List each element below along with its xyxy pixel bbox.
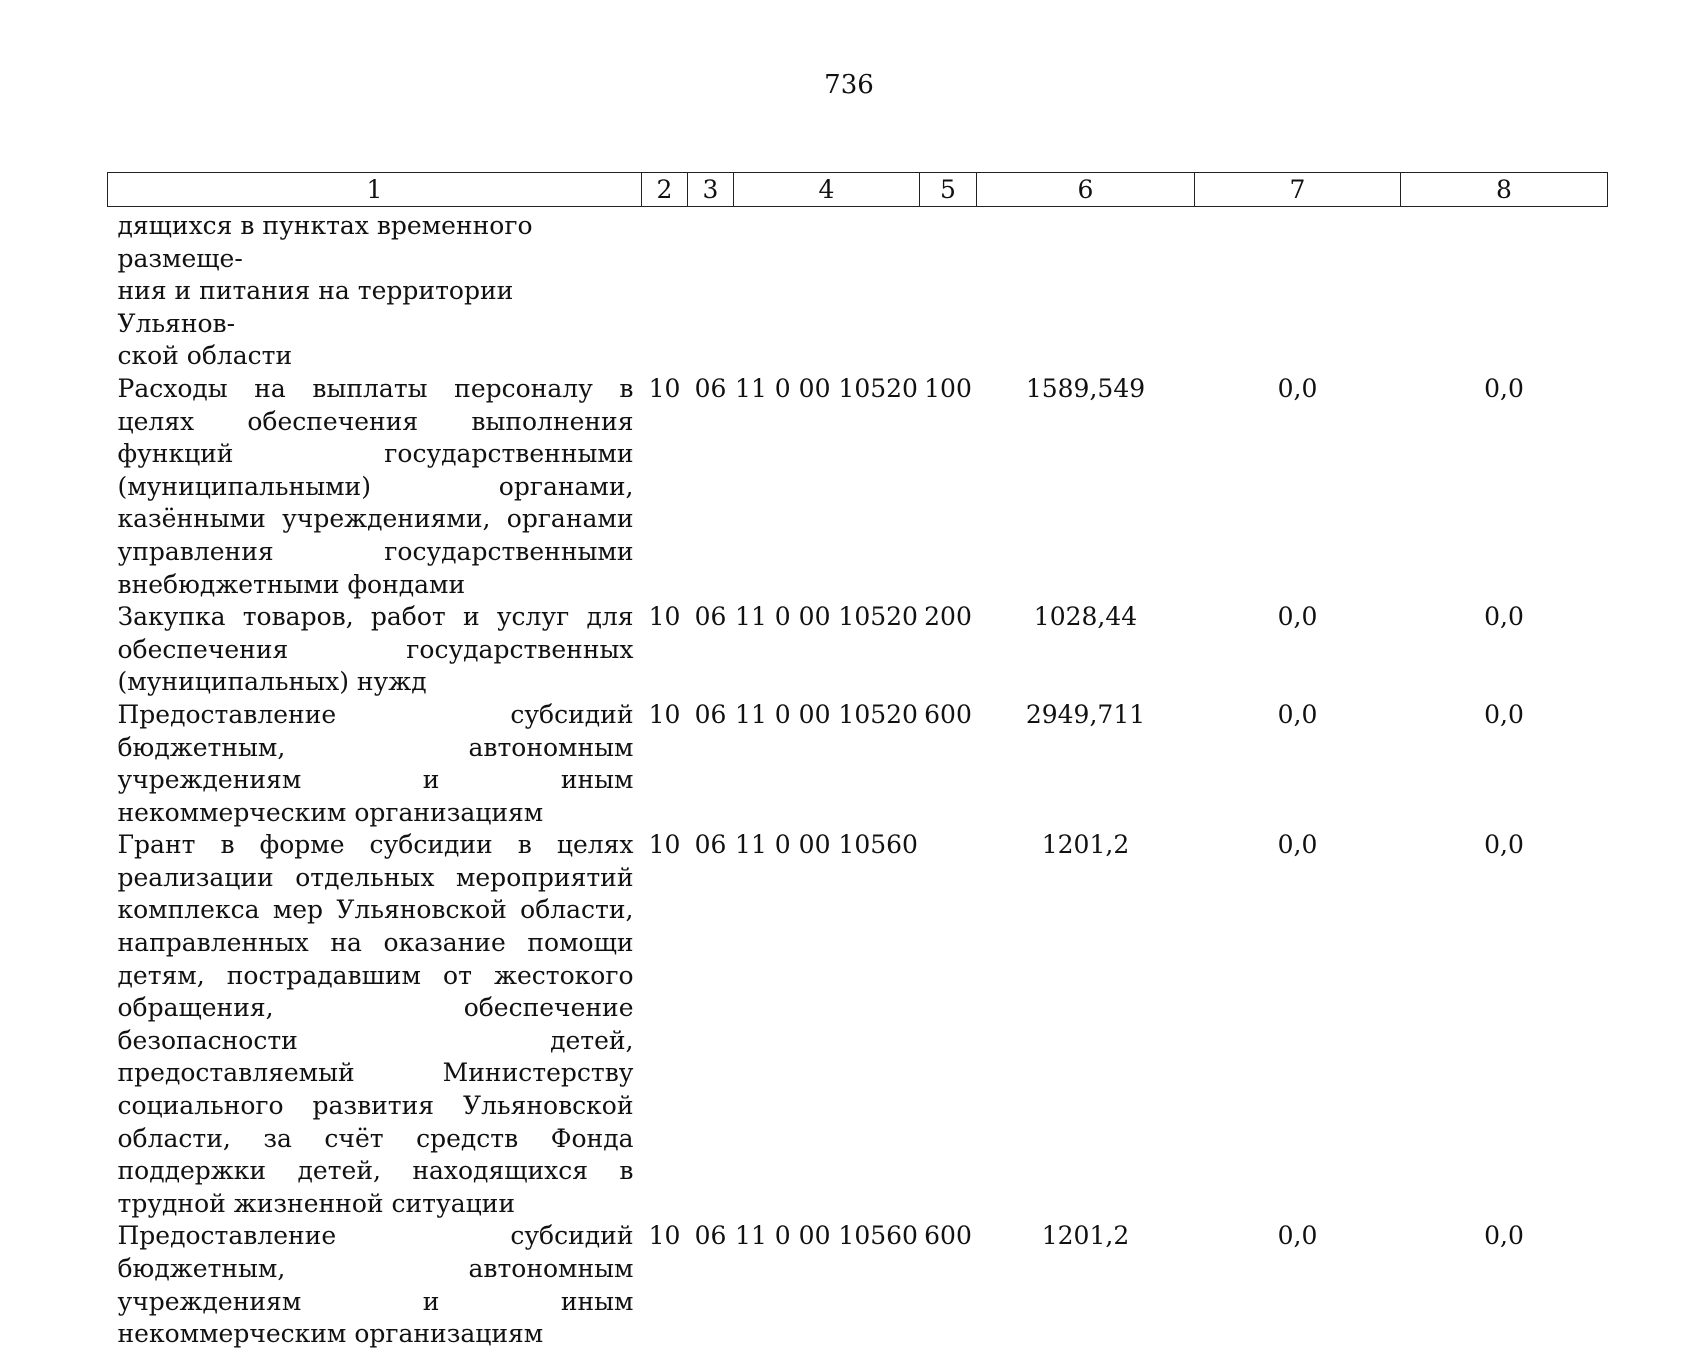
cell-amount-7 [1195,207,1401,373]
cell-amount-8: 0,0 [1484,602,1524,632]
column-header-7: 7 [1195,173,1401,207]
cell-target-code: 11 0 00 10520 [735,602,918,632]
column-header-3: 3 [688,173,734,207]
table-row [108,1220,1608,1350]
cell-subsection: 06 [694,602,727,632]
column-header-8: 8 [1401,173,1608,207]
cell-section: 10 [648,1221,681,1251]
cell-amount-6: 1028,44 [1033,602,1138,632]
cell-amount-8 [1401,207,1608,373]
cell-target-code: 11 0 00 10520 [735,699,918,729]
table-row [108,829,1608,1220]
column-header-6: 6 [977,173,1195,207]
cell-section: 10 [648,602,681,632]
cell-amount-7: 0,0 [1277,602,1318,632]
budget-table [107,172,1608,1351]
cell-subsection: 06 [694,373,727,403]
row-description: Закупка товаров, работ и услуг для обеспечения государственных (муниципальных) нужд [117,602,634,697]
cell-subsection [688,207,734,373]
cell-expense-type: 600 [924,1221,972,1251]
cell-subsection: 06 [694,1221,727,1251]
cell-amount-7: 0,0 [1277,1221,1318,1251]
page-number: 736 [824,70,874,100]
cell-amount-6: 2949,711 [1025,699,1146,729]
cell-expense-type: 100 [924,373,972,403]
cell-target-code: 11 0 00 10520 [735,373,918,403]
table-row [108,601,1608,699]
table-header-row [108,173,1608,207]
cell-section: 10 [648,373,681,403]
cell-expense-type: 200 [924,602,972,632]
cell-amount-6: 1201,2 [1041,830,1130,860]
cell-subsection: 06 [694,699,727,729]
row-description: Предоставление субсидий бюджетным, автономным учреждениям и иным некоммерческим организациям [117,699,634,827]
cell-amount-6: 1201,2 [1041,1221,1130,1251]
cell-expense-type: 600 [924,699,972,729]
cell-amount-6: 1589,549 [1025,373,1146,403]
cell-subsection: 06 [694,830,727,860]
column-header-2: 2 [642,173,688,207]
cell-amount-7: 0,0 [1277,699,1318,729]
table-row [108,207,1608,373]
column-header-4: 4 [734,173,920,207]
cell-amount-8: 0,0 [1484,373,1524,403]
cell-target-code [734,207,920,373]
table-row [108,699,1608,829]
cell-amount-8: 0,0 [1484,830,1524,860]
column-header-1: 1 [108,173,642,207]
cell-section [642,207,688,373]
cell-amount-8: 0,0 [1484,1221,1524,1251]
cell-amount-8: 0,0 [1484,699,1524,729]
cell-section: 10 [648,830,681,860]
row-description: дящихся в пунктах временного размеще- ния и питания на территории Ульянов- ской области [117,211,533,371]
row-description: Грант в форме субсидии в целях реализации отдельных мероприятий комплекса мер Ульяновской области, направленных на оказание помощи детям, пострадавшим от жестокого обращения, обеспечение безопасности детей, предоставляемый Министерству социального развития Ульяновской области, за счёт средств Фонда поддержки детей, находящихся в трудной жизненной ситуации [117,830,634,1218]
cell-target-code: 11 0 00 10560 [735,830,918,860]
table-row [108,373,1608,601]
row-description: Расходы на выплаты персоналу в целях обеспечения выполнения функций государственными (муниципальными) органами, казёнными учреждениями, органами управления государственными внебюджетными фондами [117,373,634,599]
cell-amount-6 [977,207,1195,373]
cell-amount-7: 0,0 [1277,830,1318,860]
row-description: Предоставление субсидий бюджетным, автономным учреждениям и иным некоммерческим организациям [117,1221,634,1349]
column-header-5: 5 [920,173,977,207]
cell-expense-type [920,829,977,1220]
cell-amount-7: 0,0 [1277,373,1318,403]
cell-expense-type [920,207,977,373]
cell-section: 10 [648,699,681,729]
cell-target-code: 11 0 00 10560 [735,1221,918,1251]
